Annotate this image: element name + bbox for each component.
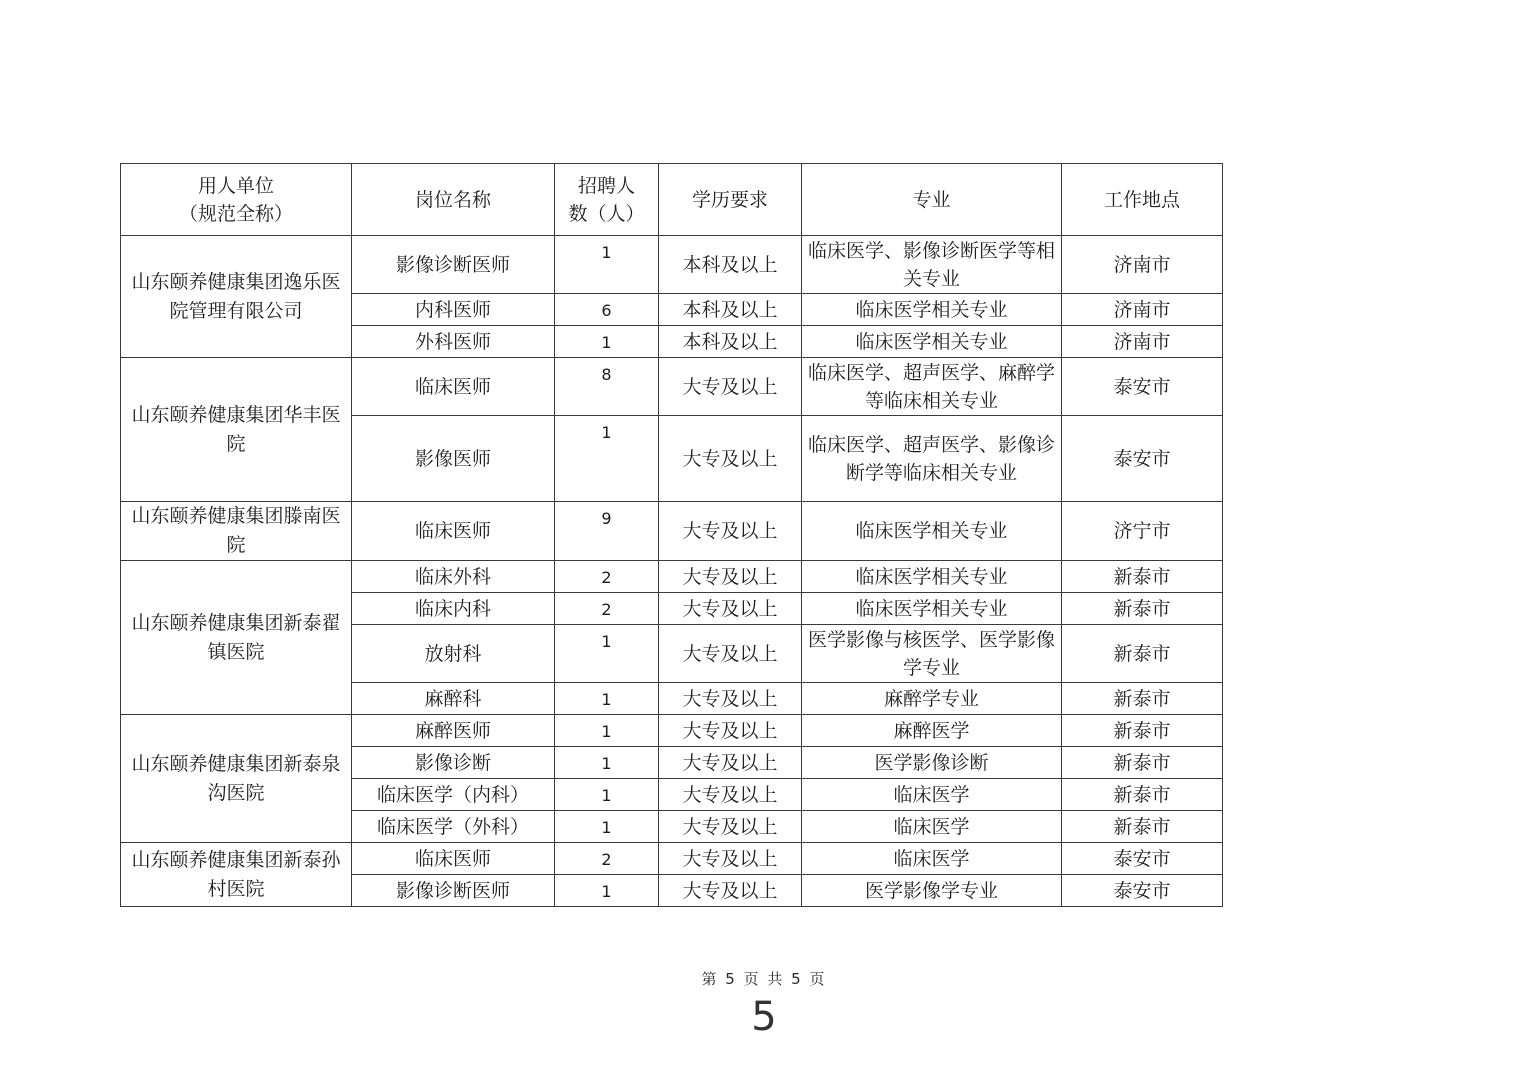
cell-major: 临床医学 — [802, 811, 1062, 843]
table-header-row — [121, 164, 1223, 236]
cell-education: 大专及以上 — [659, 593, 802, 625]
header-education: 学历要求 — [659, 164, 802, 236]
cell-position: 麻醉科 — [352, 683, 555, 715]
cell-unit: 山东颐养健康集团新泰翟镇医院 — [121, 561, 352, 715]
cell-count: 1 — [555, 683, 659, 715]
header-unit-line2: （规范全称） — [178, 202, 293, 225]
cell-position: 放射科 — [352, 625, 555, 683]
header-count-line1: 招聘人 — [577, 174, 635, 197]
cell-count: 2 — [555, 843, 659, 875]
table-row — [121, 358, 1223, 416]
cell-education: 本科及以上 — [659, 294, 802, 326]
cell-position: 临床医师 — [352, 502, 555, 561]
table-row — [121, 843, 1223, 875]
header-location: 工作地点 — [1062, 164, 1223, 236]
header-position: 岗位名称 — [352, 164, 555, 236]
table-row — [121, 715, 1223, 747]
cell-count: 9 — [555, 502, 659, 561]
cell-position: 临床医学（内科） — [352, 779, 555, 811]
cell-major: 临床医学、超声医学、麻醉学等临床相关专业 — [802, 358, 1062, 416]
page-info: 第 5 页 共 5 页 — [701, 970, 827, 988]
cell-location: 新泰市 — [1062, 593, 1223, 625]
cell-position: 影像诊断 — [352, 747, 555, 779]
header-unit-line1: 用人单位 — [197, 174, 274, 197]
cell-education: 大专及以上 — [659, 747, 802, 779]
cell-count: 2 — [555, 593, 659, 625]
cell-count: 1 — [555, 326, 659, 358]
cell-position: 影像医师 — [352, 416, 555, 502]
cell-count: 1 — [555, 715, 659, 747]
cell-position: 影像诊断医师 — [352, 875, 555, 907]
cell-education: 大专及以上 — [659, 875, 802, 907]
cell-location: 济宁市 — [1062, 502, 1223, 561]
cell-position: 临床内科 — [352, 593, 555, 625]
cell-position: 临床外科 — [352, 561, 555, 593]
table-body — [121, 236, 1223, 907]
cell-education: 大专及以上 — [659, 416, 802, 502]
cell-education: 大专及以上 — [659, 843, 802, 875]
cell-major: 临床医学相关专业 — [802, 561, 1062, 593]
header-count-line2: 数（人） — [568, 202, 645, 225]
cell-major: 临床医学、影像诊断医学等相关专业 — [802, 236, 1062, 294]
cell-major: 临床医学 — [802, 843, 1062, 875]
cell-position: 麻醉医师 — [352, 715, 555, 747]
cell-count: 6 — [555, 294, 659, 326]
cell-major: 临床医学相关专业 — [802, 593, 1062, 625]
cell-education: 大专及以上 — [659, 779, 802, 811]
header-unit — [121, 164, 352, 236]
cell-count: 1 — [555, 236, 659, 294]
cell-location: 新泰市 — [1062, 715, 1223, 747]
cell-location: 泰安市 — [1062, 875, 1223, 907]
cell-education: 大专及以上 — [659, 502, 802, 561]
cell-education: 本科及以上 — [659, 236, 802, 294]
cell-major: 临床医学相关专业 — [802, 326, 1062, 358]
cell-education: 大专及以上 — [659, 811, 802, 843]
cell-location: 新泰市 — [1062, 811, 1223, 843]
cell-position: 临床医学（外科） — [352, 811, 555, 843]
table-row — [121, 502, 1223, 561]
cell-education: 大专及以上 — [659, 561, 802, 593]
cell-location: 济南市 — [1062, 236, 1223, 294]
cell-count: 1 — [555, 811, 659, 843]
cell-unit: 山东颐养健康集团新泰孙村医院 — [121, 843, 352, 907]
cell-education: 大专及以上 — [659, 683, 802, 715]
cell-unit: 山东颐养健康集团滕南医院 — [121, 502, 352, 561]
cell-major: 麻醉医学 — [802, 715, 1062, 747]
cell-unit: 山东颐养健康集团新泰泉沟医院 — [121, 715, 352, 843]
cell-count: 2 — [555, 561, 659, 593]
cell-location: 新泰市 — [1062, 683, 1223, 715]
cell-position: 影像诊断医师 — [352, 236, 555, 294]
cell-count: 1 — [555, 747, 659, 779]
cell-location: 泰安市 — [1062, 416, 1223, 502]
cell-major: 临床医学、超声医学、影像诊断学等临床相关专业 — [802, 416, 1062, 502]
cell-education: 大专及以上 — [659, 358, 802, 416]
table-row — [121, 236, 1223, 294]
cell-count: 8 — [555, 358, 659, 416]
cell-location: 济南市 — [1062, 294, 1223, 326]
cell-location: 新泰市 — [1062, 747, 1223, 779]
cell-education: 大专及以上 — [659, 715, 802, 747]
cell-major: 医学影像与核医学、医学影像学专业 — [802, 625, 1062, 683]
cell-unit: 山东颐养健康集团华丰医院 — [121, 358, 352, 502]
cell-major: 麻醉学专业 — [802, 683, 1062, 715]
cell-location: 泰安市 — [1062, 843, 1223, 875]
cell-unit: 山东颐养健康集团逸乐医院管理有限公司 — [121, 236, 352, 358]
cell-location: 新泰市 — [1062, 561, 1223, 593]
cell-education: 大专及以上 — [659, 625, 802, 683]
cell-education: 本科及以上 — [659, 326, 802, 358]
header-major: 专业 — [802, 164, 1062, 236]
cell-count: 1 — [555, 625, 659, 683]
table-row — [121, 561, 1223, 593]
header-count — [555, 164, 659, 236]
page-number: 5 — [751, 994, 777, 1040]
recruitment-table — [120, 163, 1223, 907]
cell-location: 新泰市 — [1062, 779, 1223, 811]
cell-major: 医学影像诊断 — [802, 747, 1062, 779]
cell-position: 外科医师 — [352, 326, 555, 358]
cell-location: 新泰市 — [1062, 625, 1223, 683]
cell-major: 临床医学相关专业 — [802, 294, 1062, 326]
cell-major: 临床医学 — [802, 779, 1062, 811]
cell-count: 1 — [555, 416, 659, 502]
cell-count: 1 — [555, 875, 659, 907]
cell-location: 济南市 — [1062, 326, 1223, 358]
cell-position: 临床医师 — [352, 358, 555, 416]
cell-major: 临床医学相关专业 — [802, 502, 1062, 561]
cell-location: 泰安市 — [1062, 358, 1223, 416]
cell-count: 1 — [555, 779, 659, 811]
cell-position: 临床医师 — [352, 843, 555, 875]
cell-major: 医学影像学专业 — [802, 875, 1062, 907]
cell-position: 内科医师 — [352, 294, 555, 326]
